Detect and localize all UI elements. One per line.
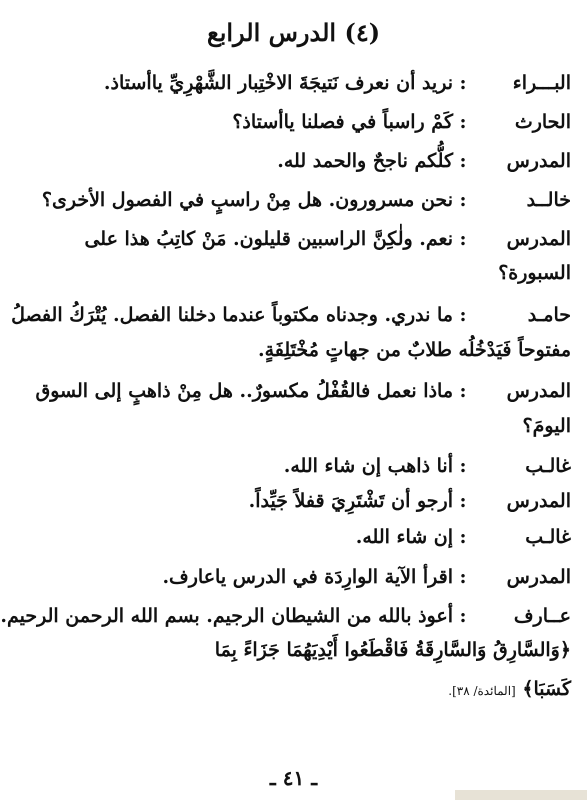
dialogue-line: [15, 488, 571, 516]
line-continuation: مفتوحاً فَيَدْخُلُه طلابٌ من جهاتٍ مُخْتَلِفَةٍ.: [258, 339, 571, 361]
speaker-name: المدرس: [506, 228, 571, 250]
colon-separator: :: [459, 380, 467, 402]
line-text: كَمْ راسباً في فصلنا ياأستاذ؟: [232, 111, 453, 133]
dialogue-line: [15, 564, 571, 592]
dialogue-line: [11, 302, 571, 330]
speaker-name: المدرس: [506, 150, 571, 172]
colon-separator: :: [459, 228, 467, 250]
lesson-title: (٤) الدرس الرابع: [206, 18, 381, 47]
dialogue-line: [15, 226, 571, 254]
line-text: أعوذ بالله من الشيطان الرجيم. بسم الله الرحمن الرحيم.: [0, 605, 453, 627]
speaker-name: المدرس: [506, 380, 571, 402]
speaker-name: عــارف: [513, 605, 571, 627]
dialogue-line: [0, 603, 571, 631]
line-text: نعم. ولٰكِنَّ الراسبين قليلون. مَنْ كاتِبُ هذا على: [84, 228, 453, 250]
colon-separator: :: [459, 566, 467, 588]
speaker-name: حامـد: [527, 304, 571, 326]
quran-verse-end: [15, 676, 571, 704]
speaker-name: غالـب: [525, 455, 571, 477]
colon-separator: :: [459, 111, 467, 133]
line-text: ما ندري. وجدناه مكتوباً عندما دخلنا الفصل. يُتْرَكُ الفصلُ: [11, 304, 453, 326]
colon-separator: :: [459, 605, 467, 627]
dialogue-line: [15, 70, 571, 98]
colon-separator: :: [459, 455, 467, 477]
line-continuation: اليومَ؟: [522, 415, 571, 437]
verse-reference: [المائدة/ ٣٨].: [448, 684, 516, 698]
line-text: اقرأ الآية الوارِدَة في الدرس ياعارف.: [162, 566, 453, 588]
dialogue-line: [15, 109, 571, 137]
colon-separator: :: [459, 72, 467, 94]
speaker-name: غالـب: [525, 526, 571, 548]
line-text: ماذا نعمل فالقُفْلُ مكسورٌ.. هل مِنْ ذاهبٍ إلى السوق: [35, 380, 453, 402]
dialogue-line: [15, 453, 571, 481]
scan-edge: [455, 790, 587, 800]
page-number: ـ ٤١ ـ: [269, 766, 318, 790]
line-text: نحن مسرورون. هل مِنْ راسبٍ في الفصول الأخرى؟: [41, 189, 453, 211]
dialogue-line: [15, 378, 571, 406]
speaker-name: خالــد: [526, 189, 571, 211]
line-text: أنا ذاهب إن شاء الله.: [283, 455, 453, 477]
colon-separator: :: [459, 490, 467, 512]
quran-verse: ﴿وَالسَّارِقُ وَالسَّارِقَةُ فَاقْطَعُوا أَيْدِيَهُمَا جَزَاءً بِمَا: [214, 639, 571, 661]
dialogue-line: [15, 148, 571, 176]
line-text: كلُّكم ناجحٌ والحمد لله.: [277, 150, 453, 172]
colon-separator: :: [459, 526, 467, 548]
speaker-name: المدرس: [506, 566, 571, 588]
line-text: أرجو أن تَشْتَرِيَ قفلاً جَيِّداً.: [248, 490, 453, 512]
line-continuation: السبورة؟: [498, 262, 571, 284]
line-text: إن شاء الله.: [355, 526, 453, 548]
colon-separator: :: [459, 150, 467, 172]
colon-separator: :: [459, 304, 467, 326]
verse-text: كَسَبَا﴾: [522, 678, 571, 700]
colon-separator: :: [459, 189, 467, 211]
speaker-name: البـــراء: [512, 72, 571, 94]
speaker-name: الحارث: [514, 111, 571, 133]
dialogue-line: [15, 524, 571, 552]
dialogue-line: [15, 187, 571, 215]
speaker-name: المدرس: [506, 490, 571, 512]
line-text: نريد أن نعرف نَتيجَةَ الاخْتِبار الشَّهْرِيِّ ياأستاذ.: [103, 72, 453, 94]
